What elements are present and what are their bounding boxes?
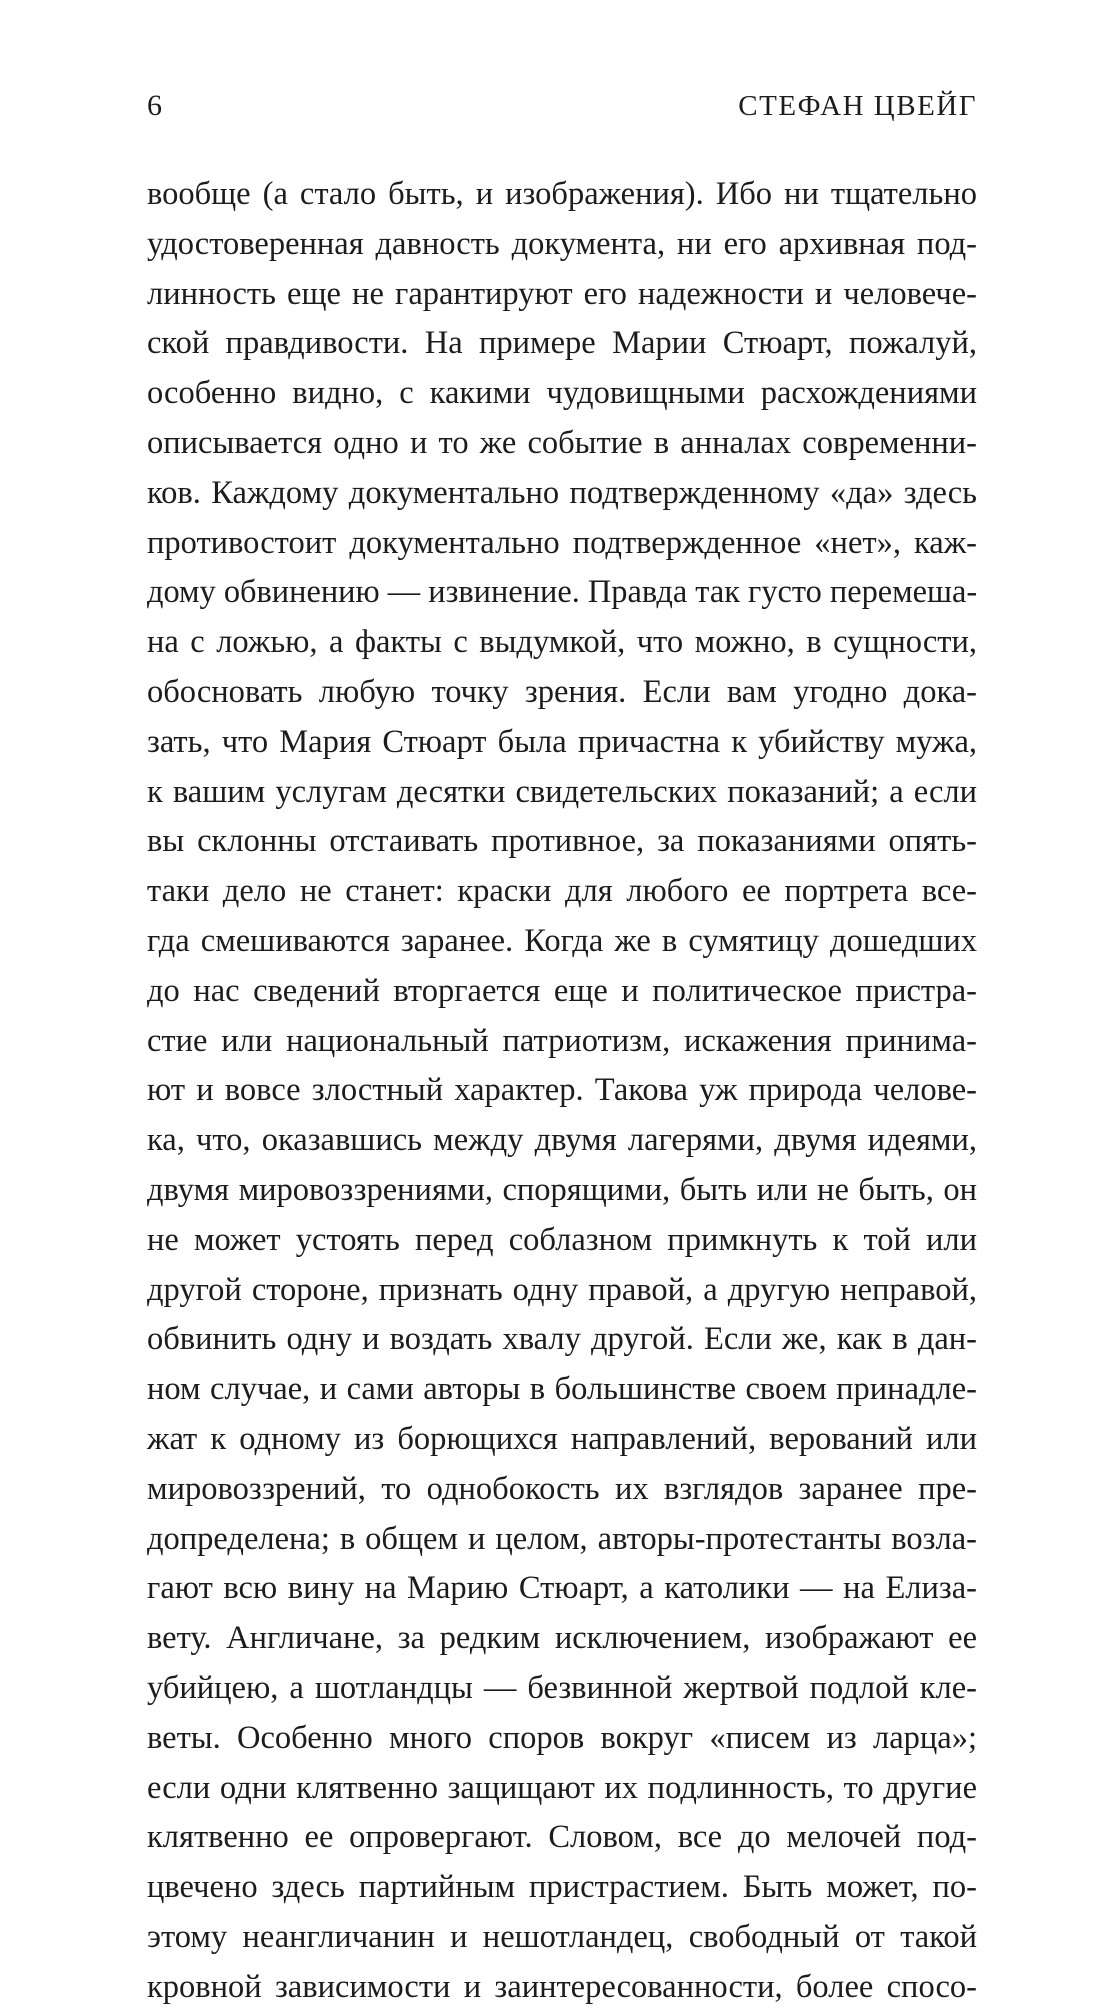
text-line: зать, что Мария Стюарт была причастна к убийству мужа, [147,723,977,760]
text-line: двумя мировоззрениями, спорящими, быть или не быть, он [147,1171,977,1208]
text-line: на с ложью, а факты с выдумкой, что можно, в сущности, [147,624,977,661]
text-line: противостоит документально подтвержденное «нет», каж- [147,524,977,561]
text-line: ков. Каждому документально подтвержденному «да» здесь [147,474,977,511]
text-line: клятвенно ее опровергают. Словом, все до мелочей под- [147,1819,977,1856]
running-head [147,88,977,124]
text-line: дому обвинению — извинение. Правда так густо перемеша- [147,574,978,611]
text-line: вообще (а стало быть, и изображения). Ибо ни тщательно [147,176,977,212]
text-line: ном случае, и сами авторы в большинстве своем принадле- [147,1371,977,1408]
body-text [147,170,977,2012]
text-line: мировоззрений, то однобокость их взглядов заранее пре- [147,1470,977,1507]
text-line: гают всю вину на Марию Стюарт, а католики — на Елиза- [147,1570,977,1607]
page-number: 6 [147,89,162,122]
text-line: веты. Особенно много споров вокруг «писем из ларца»; [147,1719,977,1756]
text-line: не может устоять перед соблазном примкнуть к той или [147,1221,977,1258]
text-line: особенно видно, с какими чудовищными расхождениями [147,375,977,412]
text-line: другой стороне, признать одну правой, а другую неправой, [147,1271,977,1308]
book-page [147,0,978,2005]
text-line: до нас сведений вторгается еще и политическое пристра- [147,972,977,1009]
text-line: обосновать любую точку зрения. Если вам угодно дока- [147,673,977,710]
text-line: таки дело не станет: краски для любого ее портрета все- [147,873,977,910]
text-line: гда смешиваются заранее. Когда же в сумятицу дошедших [147,922,977,959]
text-line: стие или национальный патриотизм, искажения принима- [147,1022,977,1059]
text-line: допределена; в общем и целом, авторы-протестанты возла- [147,1520,977,1557]
text-line: ка, что, оказавшись между двумя лагерями, двумя идеями, [147,1122,977,1159]
text-line: кровной зависимости и заинтересованности, более спосо- [147,1968,977,2005]
text-line: к вашим услугам десятки свидетельских показаний; а если [147,773,977,810]
text-line: вы склонны отстаивать противное, за показаниями опять- [147,823,977,860]
text-line: жат к одному из борющихся направлений, верований или [147,1420,977,1457]
text-line: описывается одно и то же событие в анналах современни- [147,424,977,461]
running-title-author: СТЕФАН ЦВЕЙГ [738,90,977,122]
text-line: этому неангличанин и нешотландец, свободный от такой [147,1918,977,1955]
text-line: удостоверенная давность документа, ни его архивная под- [147,225,977,262]
text-line: вету. Англичане, за редким исключением, изображают ее [147,1620,977,1657]
text-line: если одни клятвенно защищают их подлинность, то другие [147,1769,977,1806]
text-line: ют и вовсе злостный характер. Такова уж природа челове- [147,1072,977,1109]
text-line: убийцею, а шотландцы — безвинной жертвой подлой кле- [147,1669,977,1706]
text-line: линность еще не гарантируют его надежности и человече- [147,275,977,312]
text-line: цвечено здесь партийным пристрастием. Быть может, по- [147,1869,977,1906]
text-line: обвинить одну и воздать хвалу другой. Если же, как в дан- [147,1321,977,1358]
text-line: ской правдивости. На примере Марии Стюарт, пожалуй, [147,325,977,362]
